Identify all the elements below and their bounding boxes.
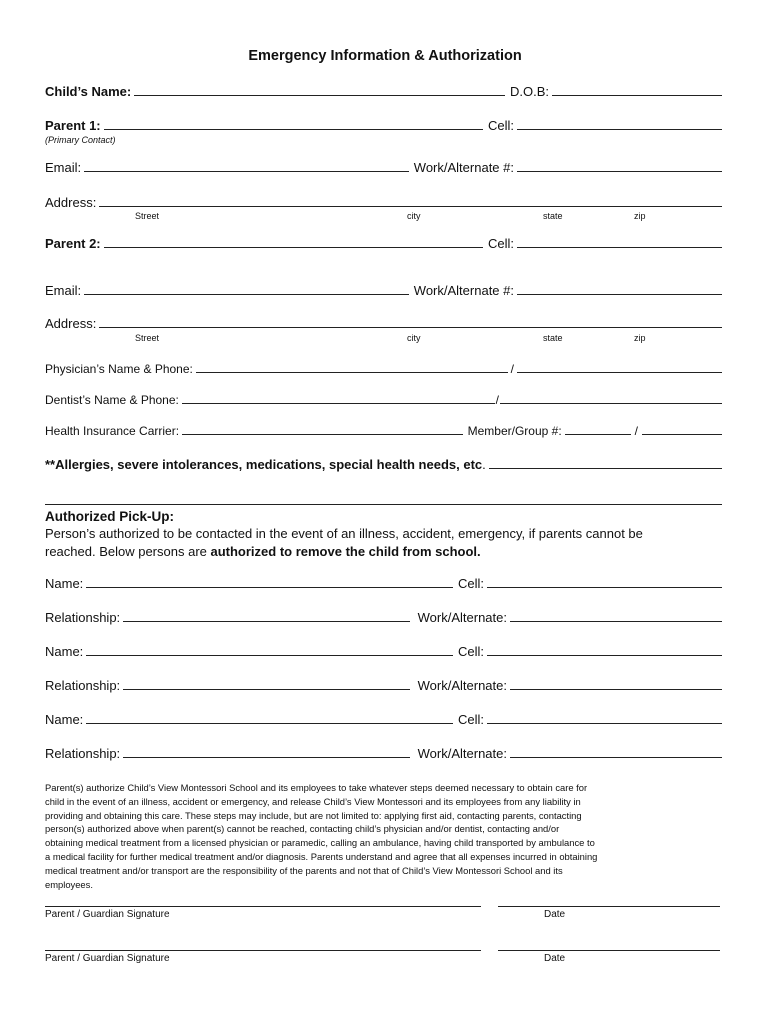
signature-field-2[interactable] [45, 949, 481, 951]
physician-slash: / [510, 362, 514, 376]
allergies-row [45, 457, 722, 472]
allergies-field[interactable] [489, 467, 722, 469]
parent2-zip-sublabel: zip [634, 333, 646, 343]
dentist-slash: / [495, 393, 499, 407]
physician-name-field[interactable] [196, 371, 508, 373]
parent1-city-sublabel: city [407, 211, 421, 221]
pickup1-cell-label: Cell: [457, 576, 484, 591]
parent1-address-label: Address: [45, 195, 97, 210]
parent1-work-field[interactable] [517, 170, 722, 172]
dentist-row [45, 393, 722, 407]
pickup1-name-label: Name: [45, 576, 84, 591]
parent1-email-field[interactable] [84, 170, 409, 172]
pickup2-relationship-label: Relationship: [45, 678, 121, 693]
pickup1-work-field[interactable] [510, 620, 722, 622]
parent1-address-field[interactable] [99, 205, 722, 207]
date-label-1: Date [544, 909, 566, 920]
dentist-label: Dentist’s Name & Phone: [45, 393, 179, 407]
allergies-period: . [482, 457, 486, 472]
insurance-label: Health Insurance Carrier: [45, 424, 180, 438]
pickup2-work-label: Work/Alternate: [417, 678, 507, 693]
parent2-address-label: Address: [45, 316, 97, 331]
physician-label: Physician’s Name & Phone: [45, 362, 193, 376]
insurance-carrier-field[interactable] [182, 433, 463, 435]
parent1-cell-field[interactable] [517, 128, 722, 130]
pickup3-cell-field[interactable] [487, 722, 722, 724]
legal-line: medical treatment and/or transport are the responsibility of the parents and not that of Child’s View Montessori School and its [45, 864, 563, 876]
pickup1-name-row [45, 576, 722, 591]
child-name-label: Child’s Name: [45, 84, 132, 99]
allergies-field-line2[interactable] [45, 503, 722, 505]
pickup3-name-row [45, 712, 722, 727]
legal-line: Parent(s) authorize Child’s View Montessori School and its employees to take whatever steps deemed necessary to obtain care for [45, 782, 588, 793]
parent2-address-field[interactable] [99, 326, 722, 328]
page-title: Emergency Information & Authorization [248, 48, 522, 64]
signature-label-2: Parent / Guardian Signature [45, 953, 170, 964]
parent2-city-sublabel: city [407, 333, 421, 343]
dentist-phone-field[interactable] [500, 402, 722, 404]
parent2-cell-field[interactable] [517, 246, 722, 248]
pickup-line2-bold: authorized to remove the child from school. [210, 544, 481, 559]
parent1-label: Parent 1: [45, 118, 101, 133]
signature-field-1[interactable] [45, 905, 481, 907]
pickup1-name-field[interactable] [86, 586, 453, 588]
parent1-zip-sublabel: zip [634, 211, 646, 221]
pickup2-relationship-row [45, 678, 722, 693]
pickup2-name-field[interactable] [86, 654, 453, 656]
pickup-heading: Authorized Pick-Up: [45, 509, 175, 524]
legal-line: obtaining medical treatment from a licensed physician or paramedic, calling an ambulance, having child transported by ambulance to [45, 837, 595, 849]
legal-line: a medical facility for further medical treatment and/or diagnosis. Parents understand and agree that all expenses incurred in obtaining [45, 850, 598, 862]
date-field-2[interactable] [498, 949, 720, 951]
group-field[interactable] [642, 433, 722, 435]
child-name-field[interactable] [134, 94, 505, 96]
parent2-name-field[interactable] [104, 246, 483, 248]
parent1-email-row [45, 160, 722, 175]
pickup2-cell-field[interactable] [487, 654, 722, 656]
pickup-description [45, 525, 725, 561]
parent2-email-row [45, 283, 722, 298]
parent2-work-field[interactable] [517, 293, 722, 295]
parent1-row [45, 118, 722, 133]
pickup3-relationship-label: Relationship: [45, 746, 121, 761]
parent2-cell-label: Cell: [487, 236, 514, 251]
parent2-street-sublabel: Street [135, 333, 160, 343]
child-row [45, 84, 722, 99]
parent1-state-sublabel: state [543, 211, 563, 221]
parent1-work-label: Work/Alternate #: [413, 160, 514, 175]
member-slash: / [634, 424, 638, 438]
pickup2-cell-label: Cell: [457, 644, 484, 659]
insurance-row [45, 424, 722, 438]
parent1-cell-label: Cell: [487, 118, 514, 133]
pickup1-relationship-label: Relationship: [45, 610, 121, 625]
dentist-name-field[interactable] [182, 402, 495, 404]
pickup3-relationship-row [45, 746, 722, 761]
pickup2-name-row [45, 644, 722, 659]
pickup-description-line1: Person’s authorized to be contacted in the event of an illness, accident, emergency, if parents cannot be [45, 526, 643, 541]
parent2-work-label: Work/Alternate #: [413, 283, 514, 298]
parent1-email-label: Email: [45, 160, 82, 175]
parent2-state-sublabel: state [543, 333, 563, 343]
dob-label: D.O.B: [509, 84, 549, 99]
member-field[interactable] [565, 433, 631, 435]
parent2-label: Parent 2: [45, 236, 101, 251]
pickup3-name-label: Name: [45, 712, 84, 727]
pickup2-name-label: Name: [45, 644, 84, 659]
pickup-description-line2 [45, 543, 725, 561]
pickup3-cell-label: Cell: [457, 712, 484, 727]
signature-label-1: Parent / Guardian Signature [45, 909, 170, 920]
pickup2-work-field[interactable] [510, 688, 722, 690]
parent1-street-sublabel: Street [135, 211, 160, 221]
pickup3-work-label: Work/Alternate: [417, 746, 507, 761]
authorization-legal-text [45, 781, 725, 891]
allergies-label: **Allergies, severe intolerances, medications, special health needs, etc [45, 457, 483, 472]
pickup1-cell-field[interactable] [487, 586, 722, 588]
legal-line: child in the event of an illness, accident or emergency, and release Child’s View Montessori and its employees from any liability in [45, 795, 581, 807]
legal-line: person(s) authorized above when parent(s) cannot be reached, contacting child’s physician and/or dentist, contacting and/or [45, 823, 560, 835]
date-label-2: Date [544, 953, 566, 964]
legal-line: providing and obtaining this care. These steps may include, but are not limited to: applying first aid, contacting parents, contacting [45, 809, 582, 821]
pickup1-work-label: Work/Alternate: [417, 610, 507, 625]
parent2-row [45, 236, 722, 251]
legal-line: employees. [45, 878, 93, 890]
pickup3-work-field[interactable] [510, 756, 722, 758]
pickup2-relationship-field[interactable] [123, 688, 409, 690]
parent2-email-field[interactable] [84, 293, 409, 295]
primary-contact-note: (Primary Contact) [45, 135, 116, 145]
parent1-address-row [45, 195, 722, 210]
date-field-1[interactable] [498, 905, 720, 907]
parent2-address-row [45, 316, 722, 331]
pickup3-relationship-field[interactable] [123, 756, 409, 758]
physician-row [45, 362, 722, 376]
pickup-line2-text: reached. Below persons are [45, 544, 211, 559]
physician-phone-field[interactable] [517, 371, 722, 373]
member-group-label: Member/Group #: [467, 424, 562, 438]
pickup3-name-field[interactable] [86, 722, 453, 724]
dob-field[interactable] [552, 94, 722, 96]
parent1-name-field[interactable] [104, 128, 483, 130]
pickup1-relationship-field[interactable] [123, 620, 409, 622]
pickup1-relationship-row [45, 610, 722, 625]
parent2-email-label: Email: [45, 283, 82, 298]
